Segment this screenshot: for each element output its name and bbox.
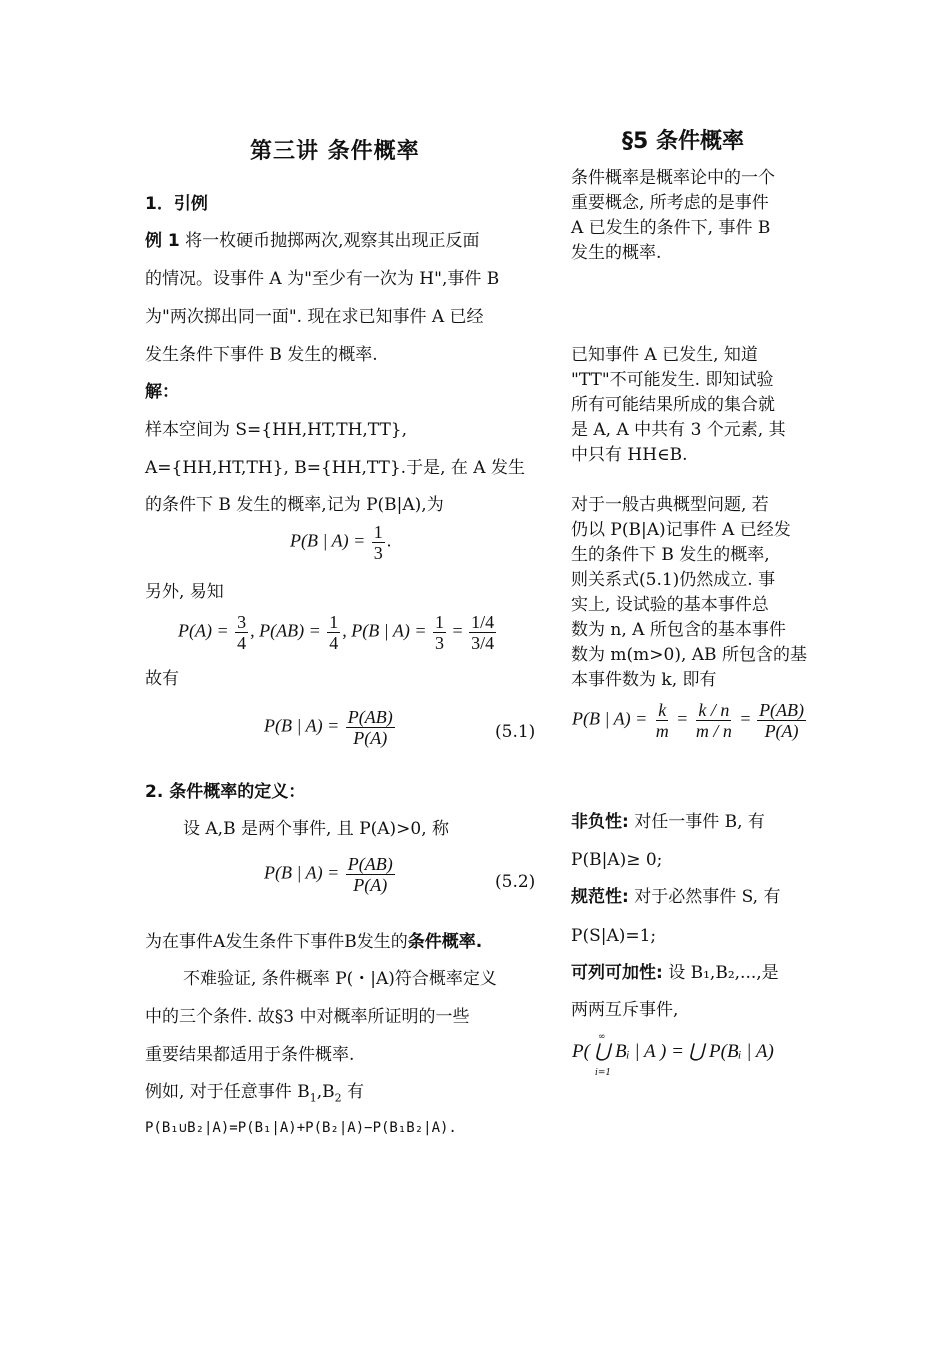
countable-additivity-line-2: 两两互斥事件,: [571, 1000, 679, 1020]
general-line-8: 本事件数为 k, 即有: [571, 670, 717, 690]
union-upper-limit-1: ∞: [598, 1032, 606, 1042]
solution-line-3: 的条件下 B 发生的概率,记为 P(B|A),为: [145, 495, 444, 515]
union-lower-limit-1: i=1: [595, 1068, 612, 1078]
section-1-heading: 1．引例: [145, 194, 208, 214]
solution-line-1: 样本空间为 S={HH,HT,TH,TT},: [145, 420, 408, 440]
countable-additivity-label: 可列可加性:: [571, 963, 663, 983]
countable-additivity-formula: P( ⋃ Bᵢ | A ) = ⋃ P(Bᵢ | A): [572, 1041, 774, 1062]
solution-label: 解：: [145, 382, 179, 402]
example-1-label: 例 1: [145, 231, 180, 251]
nonnegativity-formula: P(B|A)≥ 0;: [571, 850, 663, 870]
general-line-3: 生的条件下 B 发生的概率,: [571, 545, 770, 565]
nonnegativity-line: 非负性: 对任一事件 B, 有: [571, 812, 765, 832]
general-line-7: 数为 m(m>0), AB 所包含的基: [571, 645, 807, 665]
verify-line-2: 中的三个条件. 故§3 中对概率所证明的一些: [145, 1007, 470, 1027]
known-line-2: "TT"不可能发生. 即知试验: [571, 370, 774, 390]
equation-5-2: P(B | A) = $\frac{P(AB)}{P(A)}$: [264, 854, 393, 895]
general-line-2: 仍以 P(B|A)记事件 A 已经发: [571, 520, 791, 540]
therefore-text: 故有: [145, 669, 179, 689]
general-line-5: 实上, 设试验的基本事件总: [571, 595, 769, 615]
known-line-1: 已知事件 A 已发生, 知道: [571, 345, 758, 365]
general-line-1: 对于一般古典概型问题, 若: [571, 495, 769, 515]
example-line: 例如, 对于任意事件 $B_1,B_2$ 有: [145, 1082, 365, 1105]
intro-line-4: 发生的概率.: [571, 243, 662, 263]
equation-classical: P(B | A) = $\frac{k}{m}$ = $\frac{k / n}{m / n}$ = $\frac{P(AB)}{P(A)}$: [572, 700, 805, 741]
verify-line-3: 重要结果都适用于条件概率.: [145, 1045, 355, 1065]
section-2-heading: 2. 条件概率的定义：: [145, 782, 306, 802]
equation-5-1: P(B | A) = $\frac{P(AB)}{P(A)}$: [264, 707, 393, 748]
definition-line-2: [145, 930, 482, 954]
conditional-probability-term: 条件概率.: [407, 932, 483, 952]
known-line-4: 是 A, A 中共有 3 个元素, 其: [571, 420, 786, 440]
also-text: 另外, 易知: [145, 582, 224, 602]
lecture-title: 第三讲 条件概率: [250, 139, 420, 164]
normalization-formula: P(S|A)=1;: [571, 926, 657, 946]
known-line-3: 所有可能结果所成的集合就: [571, 395, 775, 415]
solution-line-2: A={HH,HT,TH}, B={HH,TT}.于是, 在 A 发生: [145, 458, 525, 478]
equation-number-5-1: (5.1): [495, 722, 536, 742]
equation-p-b-given-a: P(B | A) = $\frac{1}{3}$ .: [290, 522, 392, 563]
union-formula: P(B₁∪B₂|A)=P(B₁|A)+P(B₂|A)−P(B₁B₂|A).: [145, 1120, 457, 1136]
example-1-line-2: 的情况。设事件 A 为"至少有一次为 H",事件 B: [145, 269, 500, 289]
example-1-line-1: [145, 229, 480, 253]
section-5-title: §5 条件概率: [622, 129, 744, 154]
verify-line-1: 不难验证, 条件概率 P(・|A)符合概率定义: [183, 969, 497, 989]
normalization-label: 规范性:: [571, 887, 629, 907]
equation-number-5-2: (5.2): [495, 872, 536, 892]
example-1-text-1: 将一枚硬币抛掷两次,观察其出现正反面: [179, 231, 480, 251]
nonnegativity-label: 非负性:: [571, 812, 629, 832]
intro-line-2: 重要概念, 所考虑的是事件: [571, 193, 769, 213]
known-line-5: 中只有 HH∈B.: [571, 445, 688, 465]
general-line-4: 则关系式(5.1)仍然成立. 事: [571, 570, 776, 590]
definition-line-1: 设 A,B 是两个事件, 且 P(A)>0, 称: [183, 819, 450, 839]
definition-text: 为在事件A发生条件下事件B发生的: [145, 932, 408, 952]
general-line-6: 数为 n, A 所包含的基本事件: [571, 620, 786, 640]
example-1-line-4: 发生条件下事件 B 发生的概率.: [145, 345, 378, 365]
equation-probabilities: P(A) = $\frac{3}{4}$ , P(AB) = $\frac{1}{4}$ , P(B | A) = $\frac{1}{3}$ = $\frac{1/4}{3/4}$: [178, 612, 495, 653]
intro-line-3: A 已发生的条件下, 事件 B: [571, 218, 771, 238]
normalization-line: 规范性: 对于必然事件 S, 有: [571, 887, 781, 907]
intro-line-1: 条件概率是概率论中的一个: [571, 168, 775, 188]
example-1-line-3: 为"两次掷出同一面". 现在求已知事件 A 已经: [145, 307, 484, 327]
countable-additivity-line: 可列可加性: 设 B₁,B₂,...,是: [571, 963, 779, 983]
